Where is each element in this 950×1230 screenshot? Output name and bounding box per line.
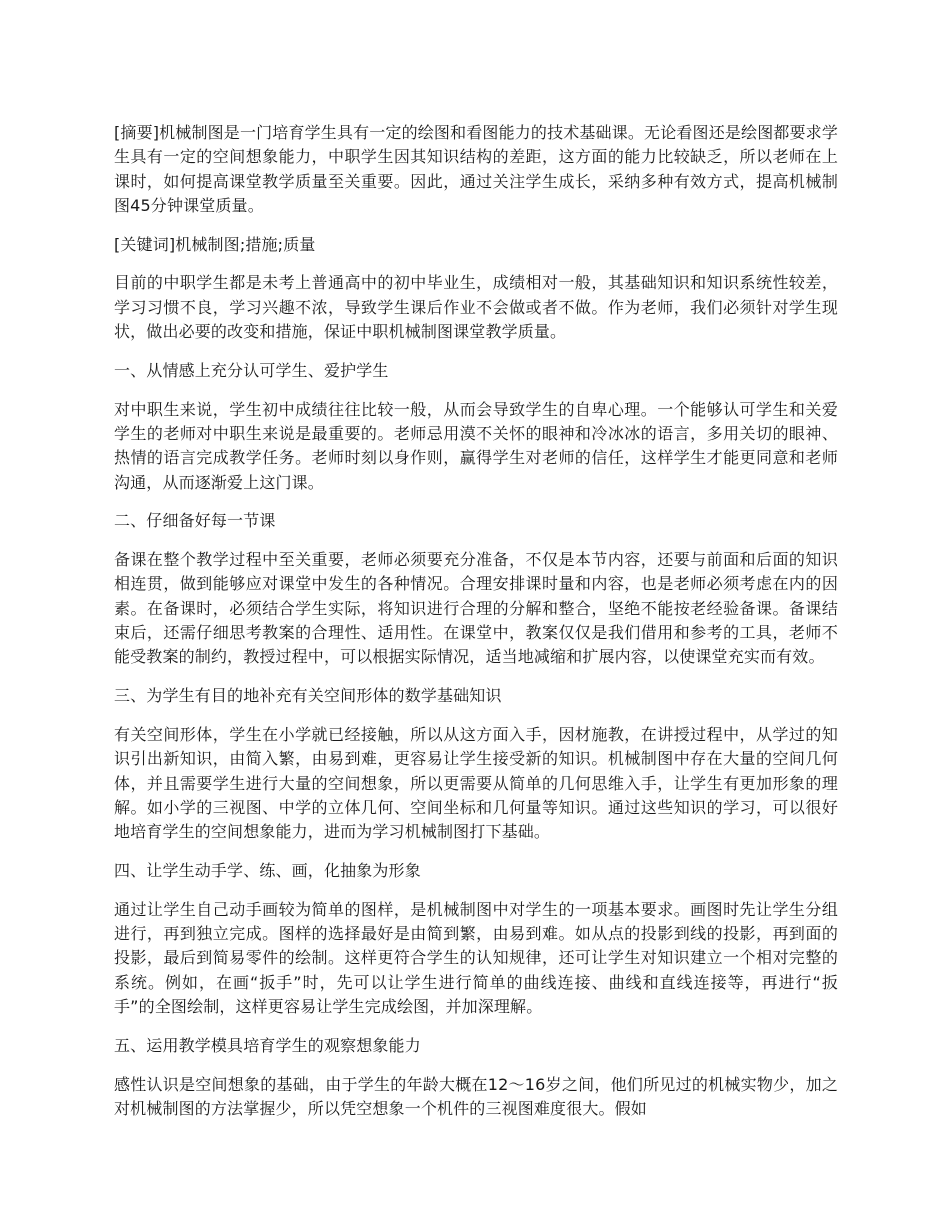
- section-body-2: 备课在整个教学过程中至关重要，老师必须要充分准备，不仅是本节内容，还要与前面和后面的知识相连贯，做到能够应对课堂中发生的各种情况。合理安排课时量和内容，也是老师必须考虑在内的因素。在备课时，必须结合学生实际，将知识进行合理的分解和整合，坚绝不能按老经验备课。备课结束后，还需仔细思考教案的合理性、适用性。在课堂中，教案仅仅是我们借用和参考的工具，老师不能受教案的制约，教授过程中，可以根据实际情况，适当地减缩和扩展内容，以使课堂充实而有效。: [114, 550, 838, 667]
- section-heading-1: 一、从情感上充分认可学生、爱护学生: [114, 360, 389, 380]
- section-body-5: 感性认识是空间想象的基础，由于学生的年龄大概在12～16岁之间，他们所见过的机械实物少，加之对机械制图的方法掌握少，所以凭空想象一个机件的三视图难度很大。假如: [114, 1074, 838, 1118]
- document-page: [114, 121, 838, 1136]
- section-body-1: 对中职生来说，学生初中成绩往往比较一般，从而会导致学生的自卑心理。一个能够认可学生和关爱学生的老师对中职生来说是最重要的。老师忌用漠不关怀的眼神和冷冰冰的语言，多用关切的眼神、热情的语言完成教学任务。老师时刻以身作则，赢得学生对老师的信任，这样学生才能更同意和老师沟通，从而逐渐爱上这门课。: [114, 399, 838, 492]
- abstract-paragraph: [摘要]机械制图是一门培育学生具有一定的绘图和看图能力的技术基础课。无论看图还是绘图都要求学生具有一定的空间想象能力，中职学生因其知识结构的差距，这方面的能力比较缺乏，所以老师在上课时，如何提高课堂教学质量至关重要。因此，通过关注学生成长，采纳多种有效方式，提高机械制图45分钟课堂质量。: [114, 123, 838, 215]
- section-heading-3: 三、为学生有目的地补充有关空间形体的数学基础知识: [114, 686, 502, 706]
- section-heading-5: 五、运用教学模具培育学生的观察想象能力: [114, 1035, 421, 1055]
- keywords-line: [关键词]机械制图;措施;质量: [114, 234, 316, 254]
- section-body-4: 通过让学生自己动手画较为简单的图样，是机械制图中对学生的一项基本要求。画图时先让学生分组进行，再到独立完成。图样的选择最好是由简到繁，由易到难。如从点的投影到线的投影，再到面的投影，最后到简易零件的绘制。这样更符合学生的认知规律，还可让学生对知识建立一个相对完整的系统。例如，在画“扳手”时，先可以让学生进行简单的曲线连接、曲线和直线连接等，再进行“扳手”的全图绘制，这样更容易让学生完成绘图，并加深理解。: [114, 899, 838, 1016]
- section-heading-4: 四、让学生动手学、练、画，化抽象为形象: [114, 860, 421, 880]
- section-body-3: 有关空间形体，学生在小学就已经接触，所以从这方面入手，因材施教，在讲授过程中，从学过的知识引出新知识，由简入繁，由易到难，更容易让学生接受新的知识。机械制图中存在大量的空间几何体，并且需要学生进行大量的空间想象，所以更需要从简单的几何思维入手，让学生有更加形象的理解。如小学的三视图、中学的立体几何、空间坐标和几何量等知识。通过这些知识的学习，可以很好地培育学生的空间想象能力，进而为学习机械制图打下基础。: [114, 724, 838, 842]
- section-heading-2: 二、仔细备好每一节课: [114, 511, 276, 531]
- intro-paragraph: 目前的中职学生都是未考上普通高中的初中毕业生，成绩相对一般，其基础知识和知识系统性较差，学习习惯不良，学习兴趣不浓，导致学生课后作业不会做或者不做。作为老师，我们必须针对学生现状，做出必要的改变和措施，保证中职机械制图课堂教学质量。: [114, 273, 838, 342]
